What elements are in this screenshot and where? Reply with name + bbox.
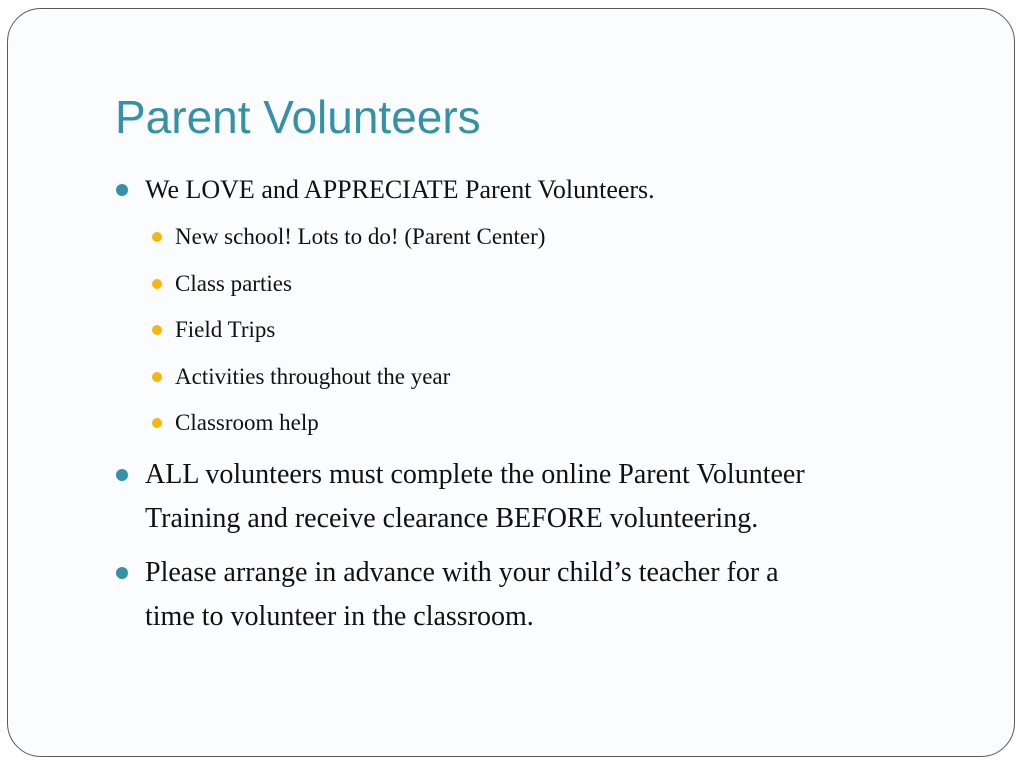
sub-bullet-item-activities (175, 360, 450, 394)
bullet-dot-icon (116, 567, 128, 579)
sub-bullet-item-field-trips (175, 313, 275, 347)
sub-bullet-dot-icon (152, 232, 162, 242)
sub-bullet-dot-icon (152, 372, 162, 382)
bullet-text-line-1: Please arrange in advance with your child’s teacher for a (145, 557, 779, 588)
sub-bullet-text: Class parties (175, 271, 292, 296)
bullet-item-love-volunteers (145, 168, 655, 212)
sub-bullet-dot-icon (152, 279, 162, 289)
bullet-text-line-1: ALL volunteers must complete the online Parent Volunteer (145, 459, 805, 490)
sub-bullet-dot-icon (152, 325, 162, 335)
bullet-text-line-2: time to volunteer in the classroom. (145, 601, 534, 632)
sub-bullet-item-new-school (175, 220, 545, 254)
slide-title: Parent Volunteers (115, 91, 481, 143)
bullet-item-training-requirement (145, 453, 805, 541)
sub-bullet-item-class-parties (175, 267, 292, 301)
sub-bullet-item-classroom-help (175, 406, 319, 440)
bullet-dot-icon (116, 469, 128, 481)
bullet-item-arrange-in-advance (145, 551, 779, 639)
bullet-text-line-2: Training and receive clearance BEFORE volunteering. (145, 503, 759, 534)
sub-bullet-text: Classroom help (175, 410, 319, 435)
sub-bullet-text: New school! Lots to do! (Parent Center) (175, 224, 546, 249)
bullet-text: We LOVE and APPRECIATE Parent Volunteers. (145, 175, 655, 204)
bullet-dot-icon (116, 184, 128, 196)
sub-bullet-dot-icon (152, 418, 162, 428)
sub-bullet-text: Field Trips (175, 317, 276, 342)
sub-bullet-text: Activities throughout the year (175, 364, 451, 389)
